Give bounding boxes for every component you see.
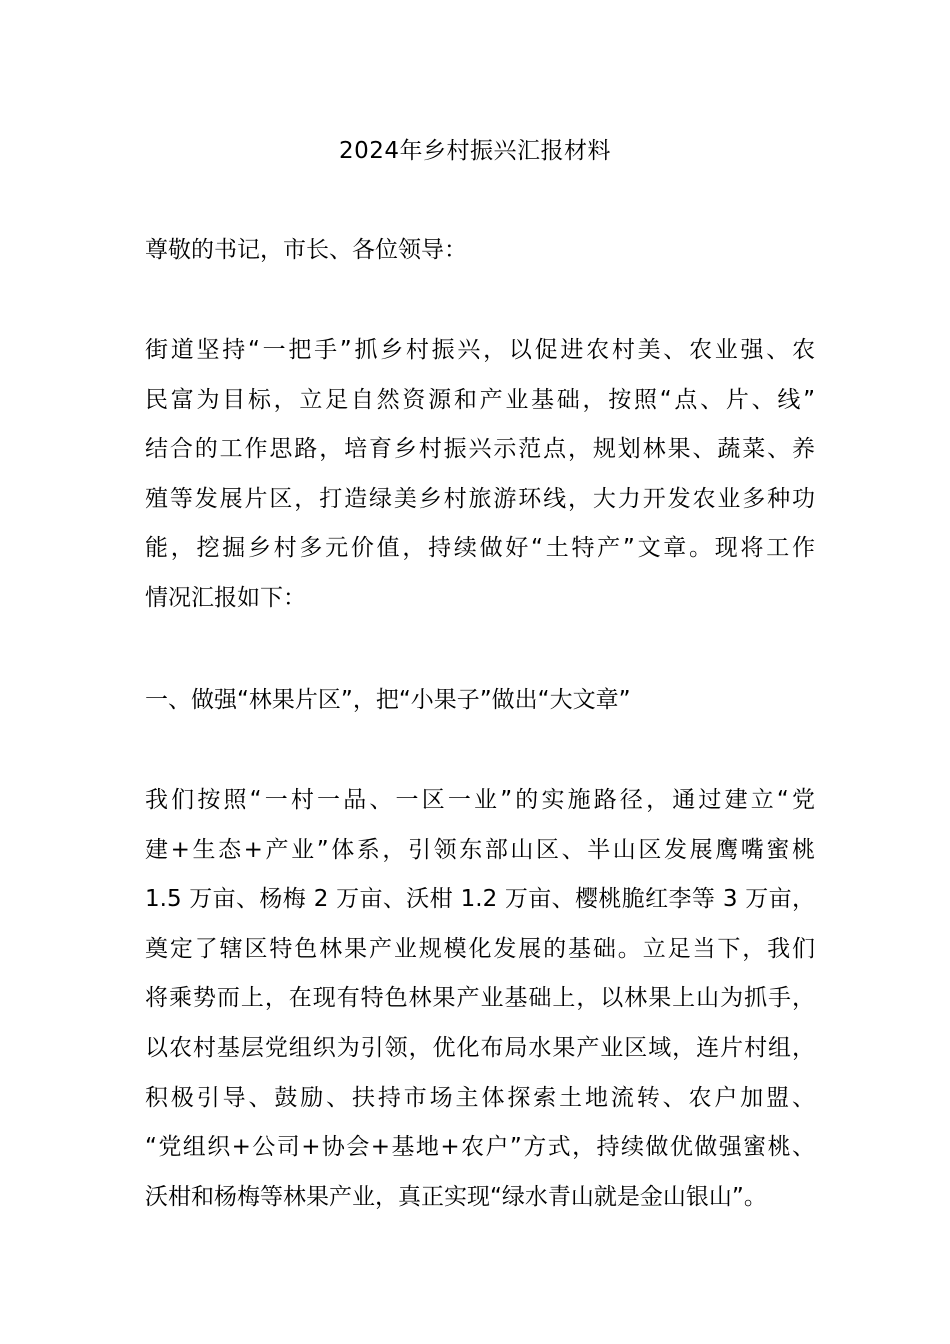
intro-paragraph [145,326,815,624]
greeting-line: 尊敬的书记，市长、各位领导： [145,237,467,263]
section-heading-text: 一、做强“林果片区”，把“小果子”做出“大文章” [145,687,631,713]
section-body-line: 将乘势而上，在现有特色林果产业基础上，以林果上山为抓手， [145,985,815,1012]
document-title: 2024年乡村振兴汇报材料 [338,138,612,164]
section-body-line: 奠定了辖区特色林果产业规模化发展的基础。立足当下，我们 [145,935,815,962]
section-body-paragraph [145,776,815,1222]
intro-line: 街道坚持“一把手”抓乡村振兴，以促进农村美、农业强、农 [145,337,815,363]
intro-line: 结合的工作思路，培育乡村振兴示范点，规划林果、蔬菜、养 [145,436,815,463]
section-body-line: 沃柑和杨梅等林果产业，真正实现“绿水青山就是金山银山”。 [145,1183,767,1210]
section-body-line: 以农村基层党组织为引领，优化布局水果产业区域，连片村组， [145,1034,815,1061]
greeting-paragraph [145,226,815,276]
section-body-line: “党组织+公司+协会+基地+农户”方式，持续做优做强蜜桃、 [145,1134,815,1161]
section-body-line: 积极引导、鼓励、扶持市场主体探索土地流转、农户加盟、 [145,1084,815,1111]
section-heading [145,676,815,726]
intro-line: 民富为目标，立足自然资源和产业基础，按照“点、片、线” [145,386,815,413]
section-body-line: 1.5 万亩、杨梅 2 万亩、沃柑 1.2 万亩、樱桃脆红李等 3 万亩， [145,886,815,913]
section-body-line: 建+生态+产业”体系，引领东部山区、半山区发展鹰嘴蜜桃 [145,836,815,863]
intro-line: 能，挖掘乡村多元价值，持续做好“土特产”文章。现将工作 [145,535,815,562]
section-body-line: 我们按照“一村一品、一区一业”的实施路径，通过建立“党 [145,787,815,813]
intro-line: 情况汇报如下： [145,584,306,611]
intro-line: 殖等发展片区，打造绿美乡村旅游环线，大力开发农业多种功 [145,485,815,512]
